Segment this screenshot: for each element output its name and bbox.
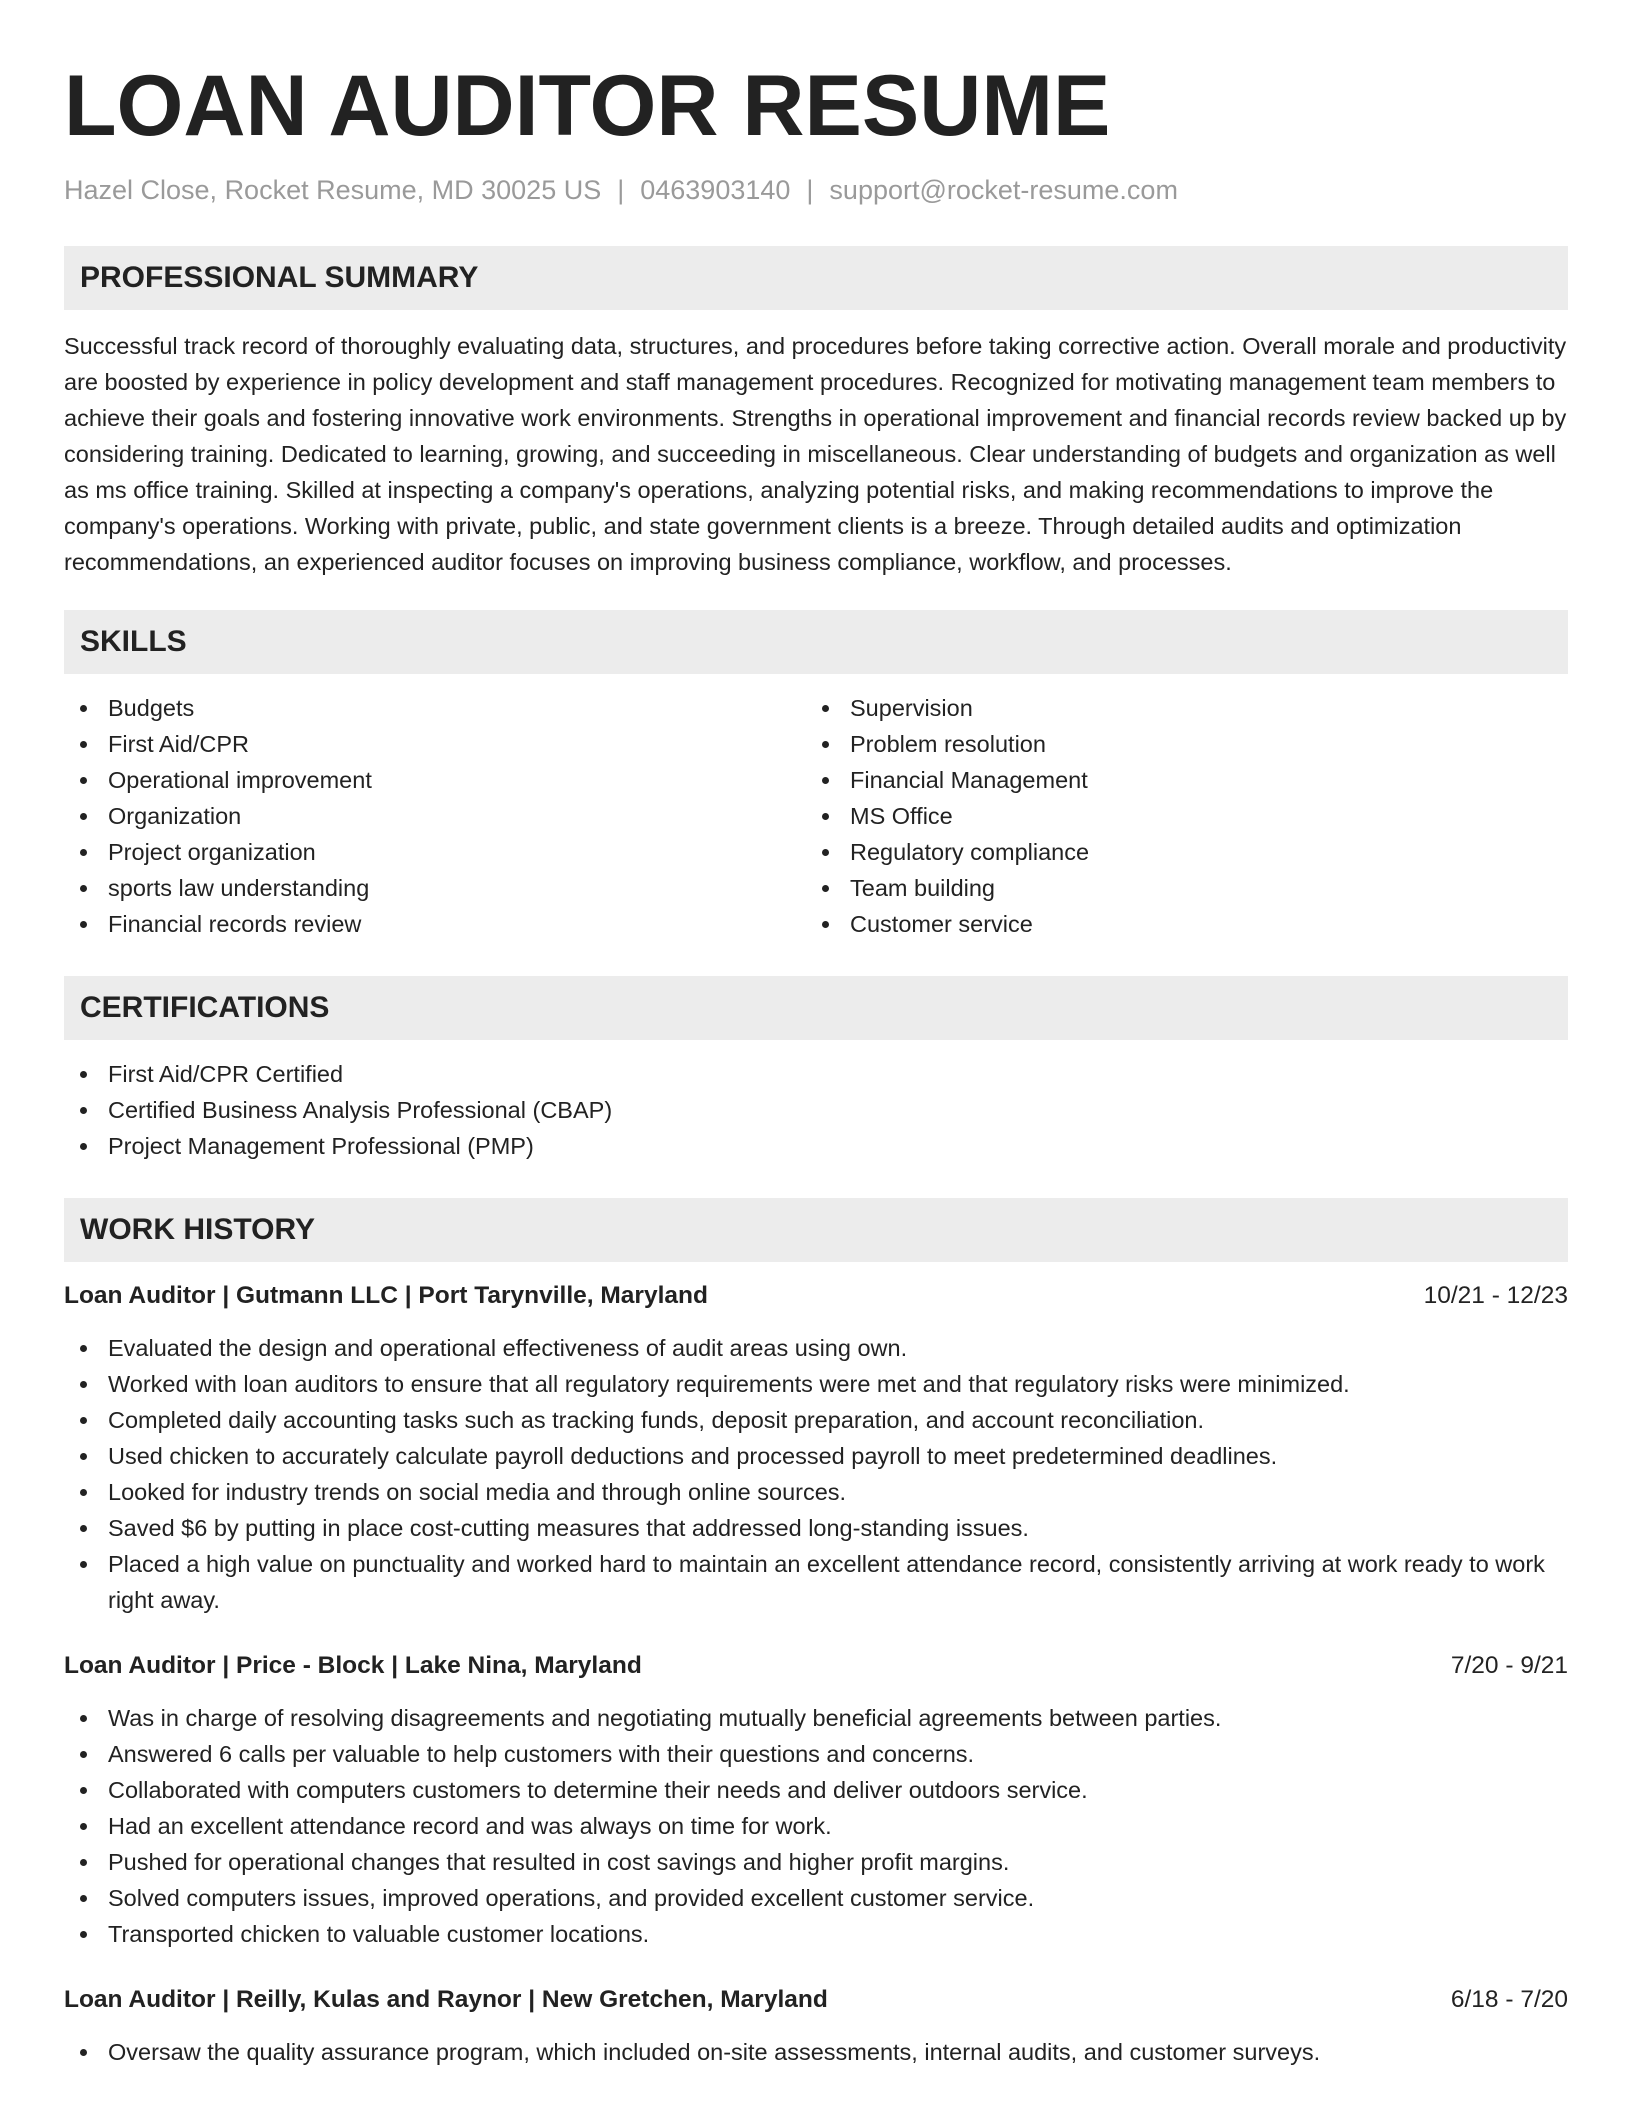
- section-heading-work-history: WORK HISTORY: [64, 1198, 1568, 1262]
- job-bullet: Solved computers issues, improved operations, and provided excellent customer service.: [64, 1880, 1568, 1916]
- skill-item: Customer service: [806, 906, 1548, 942]
- skills-column-right: [806, 690, 1548, 942]
- job-bullet: Worked with loan auditors to ensure that all regulatory requirements were met and that regulatory risks were minimized.: [64, 1366, 1568, 1402]
- contact-email[interactable]: support@rocket-resume.com: [829, 175, 1178, 205]
- summary-text: Successful track record of thoroughly evaluating data, structures, and procedures before taking corrective action. Overall morale and productivity are boosted by experience in policy development and staff management procedures. Recognized for motivating management team members to achieve their goals and fostering innovative work environments. Strengths in operational improvement and financial records review backed up by considering training. Dedicated to learning, growing, and succeeding in miscellaneous. Clear understanding of budgets and organization as well as ms office training. Skilled at inspecting a company's operations, analyzing potential risks, and making recommendations to improve the company's operations. Working with private, public, and state government clients is a breeze. Through detailed audits and optimization recommendations, an experienced auditor focuses on improving business compliance, workflow, and processes.: [64, 333, 1567, 575]
- certifications-list: [64, 1056, 1568, 1164]
- skill-item: Regulatory compliance: [806, 834, 1548, 870]
- job-title: Loan Auditor | Price - Block | Lake Nina, Maryland: [64, 1652, 642, 1679]
- job-bullet: Pushed for operational changes that resulted in cost savings and higher profit margins.: [64, 1844, 1568, 1880]
- job-bullet: Saved $6 by putting in place cost-cutting measures that addressed long-standing issues.: [64, 1510, 1568, 1546]
- section-heading-certifications: CERTIFICATIONS: [64, 976, 1568, 1040]
- skill-item: Supervision: [806, 690, 1548, 726]
- skill-item: sports law understanding: [64, 870, 806, 906]
- skills-column-left: [64, 690, 806, 942]
- skill-item: Team building: [806, 870, 1548, 906]
- job-bullet: Oversaw the quality assurance program, which included on-site assessments, internal audits, and customer surveys.: [64, 2034, 1568, 2070]
- job-bullet: Collaborated with computers customers to determine their needs and deliver outdoors service.: [64, 1772, 1568, 1808]
- job-bullet: Placed a high value on punctuality and worked hard to maintain an excellent attendance record, consistently arriving at work ready to work right away.: [64, 1546, 1568, 1618]
- skill-item: Financial records review: [64, 906, 806, 942]
- job-entry: [64, 1278, 1568, 1618]
- certification-item: Project Management Professional (PMP): [64, 1128, 1568, 1164]
- job-bullet: Used chicken to accurately calculate payroll deductions and processed payroll to meet predetermined deadlines.: [64, 1438, 1568, 1474]
- job-dates: 10/21 - 12/23: [1423, 1282, 1568, 1309]
- resume-page: [64, 0, 1568, 2070]
- job-bullets: [64, 2034, 1568, 2070]
- job-dates: 6/18 - 7/20: [1450, 1986, 1568, 2013]
- job-bullet: Completed daily accounting tasks such as tracking funds, deposit preparation, and account reconciliation.: [64, 1402, 1568, 1438]
- skill-item: Financial Management: [806, 762, 1548, 798]
- job-title: Loan Auditor | Reilly, Kulas and Raynor | New Gretchen, Maryland: [64, 1986, 828, 2013]
- job-dates: 7/20 - 9/21: [1450, 1652, 1568, 1679]
- job-bullet: Answered 6 calls per valuable to help customers with their questions and concerns.: [64, 1736, 1568, 1772]
- skills-list: [64, 690, 1568, 942]
- contact-line: [64, 172, 1568, 208]
- skill-item: Organization: [64, 798, 806, 834]
- resume-title: LOAN AUDITOR RESUME: [64, 58, 1111, 154]
- job-title: Loan Auditor | Gutmann LLC | Port Tarynville, Maryland: [64, 1282, 708, 1309]
- section-heading-skills: SKILLS: [64, 610, 1568, 674]
- job-bullets: [64, 1700, 1568, 1952]
- contact-phone: 0463903140: [640, 175, 791, 205]
- job-header: [64, 1278, 1568, 1314]
- job-entry: [64, 1648, 1568, 1952]
- contact-separator: |: [806, 175, 814, 205]
- skill-item: Budgets: [64, 690, 806, 726]
- job-bullet: Had an excellent attendance record and was always on time for work.: [64, 1808, 1568, 1844]
- skill-item: First Aid/CPR: [64, 726, 806, 762]
- section-heading-summary: PROFESSIONAL SUMMARY: [64, 246, 1568, 310]
- skill-item: Project organization: [64, 834, 806, 870]
- skill-item: Operational improvement: [64, 762, 806, 798]
- job-bullet: Looked for industry trends on social media and through online sources.: [64, 1474, 1568, 1510]
- job-header: [64, 1982, 1568, 2018]
- job-bullet: Transported chicken to valuable customer locations.: [64, 1916, 1568, 1952]
- job-header: [64, 1648, 1568, 1684]
- job-entry: [64, 1982, 1568, 2070]
- job-bullet: Evaluated the design and operational effectiveness of audit areas using own.: [64, 1330, 1568, 1366]
- certification-item: First Aid/CPR Certified: [64, 1056, 1568, 1092]
- job-bullet: Was in charge of resolving disagreements and negotiating mutually beneficial agreements between parties.: [64, 1700, 1568, 1736]
- certification-item: Certified Business Analysis Professional (CBAP): [64, 1092, 1568, 1128]
- skill-item: MS Office: [806, 798, 1548, 834]
- contact-address: Hazel Close, Rocket Resume, MD 30025 US: [64, 175, 602, 205]
- job-bullets: [64, 1330, 1568, 1618]
- skill-item: Problem resolution: [806, 726, 1548, 762]
- contact-separator: |: [617, 175, 625, 205]
